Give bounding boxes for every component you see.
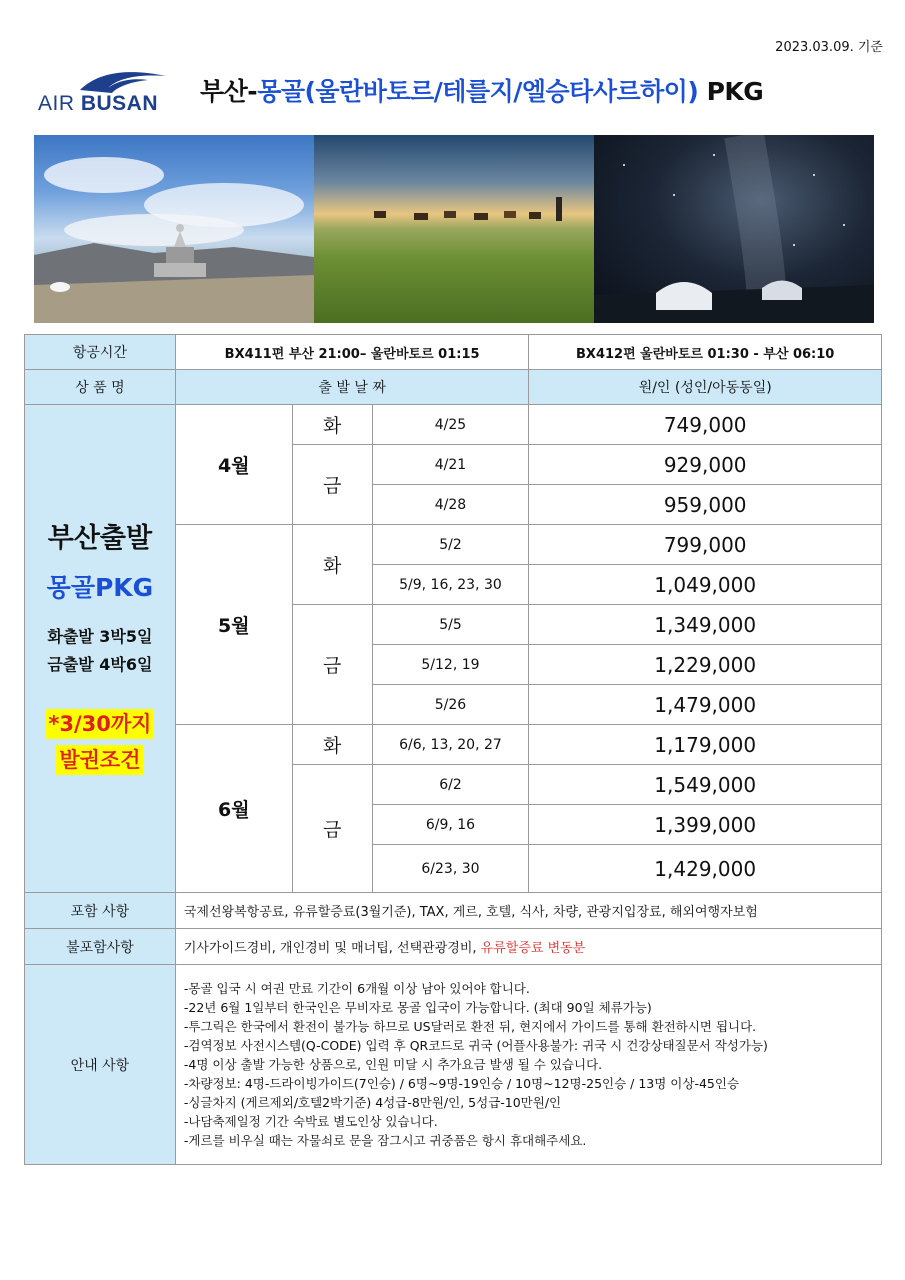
weekday-fri: 금 [292,445,372,525]
price-value: 1,229,000 [529,645,882,685]
title-suffix: PKG [698,77,764,106]
note-item: -몽골 입국 시 여권 만료 기간이 6개월 이상 남아 있어야 합니다. [183,981,530,996]
price-value: 929,000 [529,445,882,485]
flight-outbound: BX411편 부산 21:00– 울란바토르 01:15 [175,335,529,370]
reference-date: 2023.03.09. 기준 [775,40,883,55]
month-april: 4월 [175,405,292,525]
exclude-cell [175,929,881,965]
exclude-text: 기사가이드경비, 개인경비 및 매너팁, 선택관광경비, [183,941,481,956]
table-row [25,405,882,445]
departure-date: 5/26 [372,685,529,725]
note-item: -검역정보 사전시스템(Q-CODE) 입력 후 QR코드로 귀국 (어플사용불가: 귀국 시 건강상태질문서 작성가능) [183,1038,768,1053]
photo-grassland-cattle [314,135,594,323]
departure-date: 4/21 [372,445,529,485]
photo-strip [34,135,874,323]
product-line-3: 화출발 3박5일 [47,626,153,646]
price-value: 1,399,000 [529,805,882,845]
notes-label: 안내 사항 [25,965,176,1165]
note-item: -4명 이상 출발 가능한 상품으로, 인원 미달 시 추가요금 발생 될 수 있습니다. [183,1057,603,1072]
departure-date: 5/12, 19 [372,645,529,685]
flight-time-label: 항공시간 [25,335,176,370]
ticketing-deadline-badge: *3/30까지 [45,709,154,739]
col-product-header: 상 품 명 [25,370,176,405]
flight-inbound: BX412편 울란바토르 01:30 - 부산 06:10 [529,335,882,370]
price-value: 749,000 [529,405,882,445]
weekday-tue: 화 [292,725,372,765]
weekday-tue: 화 [292,405,372,445]
weekday-fri: 금 [292,765,372,893]
price-value: 1,549,000 [529,765,882,805]
departure-date: 4/25 [372,405,529,445]
note-item: -투그릭은 한국에서 환전이 불가능 하므로 US달러로 환전 뒤, 현지에서 가이드를 통해 환전하시면 됩니다. [183,1019,757,1034]
month-june: 6월 [175,725,292,893]
note-item: -차량정보: 4명-드라이빙가이드(7인승) / 6명~9명-19인승 / 10명~12명-25인승 / 13명 이상-45인승 [183,1076,740,1091]
note-item: -22년 6월 1일부터 한국인은 무비자로 몽골 입국이 가능합니다. (최대 90일 체류가능) [183,1000,652,1015]
price-value: 1,179,000 [529,725,882,765]
note-item: -게르를 비우실 때는 자물쇠로 문을 잠그시고 귀중품은 항시 휴대해주세요. [183,1133,587,1148]
exclude-label: 불포함사항 [25,929,176,965]
departure-date: 4/28 [372,485,529,525]
departure-date: 6/23, 30 [372,845,529,893]
price-value: 959,000 [529,485,882,525]
photo-ger-night-sky [594,135,874,323]
col-date-header: 출 발 날 짜 [175,370,529,405]
include-text: 국제선왕복항공료, 유류할증료(3월기준), TAX, 게르, 호텔, 식사, 차량, 관광지입장료, 해외여행자보험 [175,893,881,929]
col-price-header: 원/인 (성인/아동동일) [529,370,882,405]
bird-swoosh-icon [78,68,168,94]
product-cell [25,405,176,893]
price-value: 1,349,000 [529,605,882,645]
air-busan-logo [38,68,178,116]
price-value: 1,049,000 [529,565,882,605]
product-line-2: 몽골PKG [46,572,154,602]
price-table [24,334,882,1165]
note-item: -나담축제일정 기간 숙박료 별도인상 있습니다. [183,1114,438,1129]
price-value: 1,479,000 [529,685,882,725]
weekday-tue: 화 [292,525,372,605]
price-value: 1,429,000 [529,845,882,893]
note-item: -싱글차지 (게르제외/호텔2박기준) 4성급-8만원/인, 5성급-10만원/인 [183,1095,562,1110]
departure-date: 5/5 [372,605,529,645]
notes-list [175,965,881,1165]
title-destination: 몽골(울란바토르/테를지/엘승타사르하이) [257,77,699,106]
logo-text-bold: BUSAN [80,92,159,115]
include-label: 포함 사항 [25,893,176,929]
weekday-fri: 금 [292,605,372,725]
title-prefix: 부산- [200,77,258,106]
departure-date: 6/2 [372,765,529,805]
departure-date: 5/2 [372,525,529,565]
month-may: 5월 [175,525,292,725]
page-title [200,72,763,108]
product-line-4: 금출발 4박6일 [47,654,153,674]
ticketing-condition-badge: 발권조건 [56,745,143,775]
logo-text-light: AIR [38,92,81,115]
exclude-fuel-surcharge: 유류할증료 변동분 [480,941,586,956]
product-line-1: 부산출발 [47,522,153,554]
departure-date: 5/9, 16, 23, 30 [372,565,529,605]
departure-date: 6/6, 13, 20, 27 [372,725,529,765]
price-value: 799,000 [529,525,882,565]
departure-date: 6/9, 16 [372,805,529,845]
photo-statue-landscape [34,135,314,323]
